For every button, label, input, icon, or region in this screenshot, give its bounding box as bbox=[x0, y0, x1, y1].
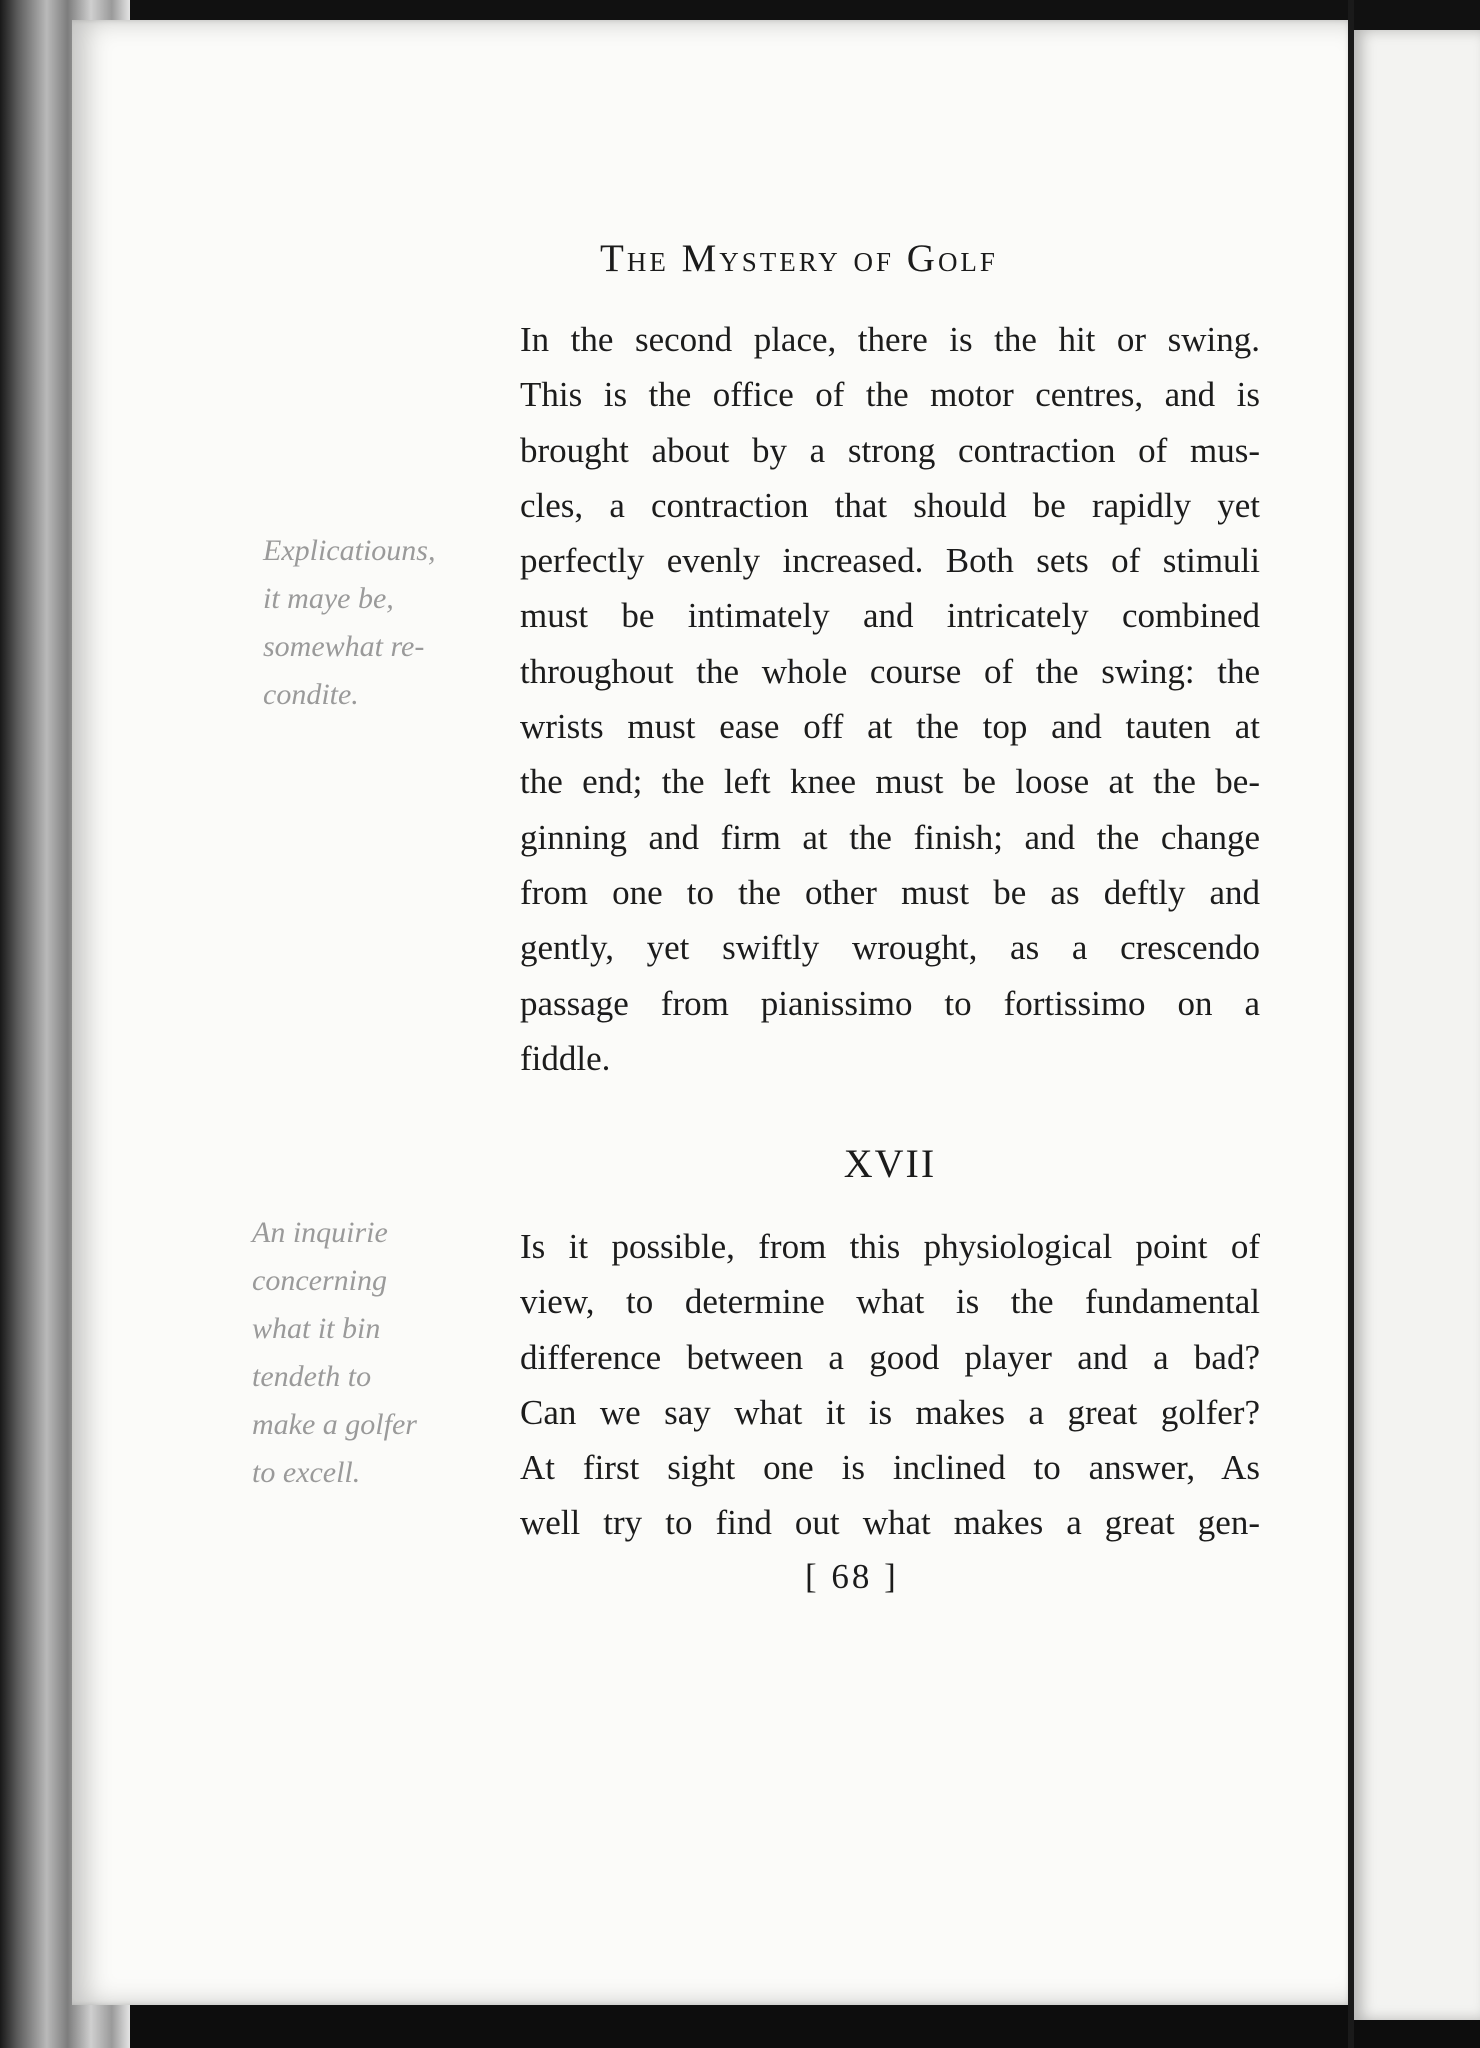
margin-note-line: what it bin bbox=[252, 1312, 381, 1345]
text-line: from one to the other must be as deftly and bbox=[520, 872, 1260, 912]
margin-note-line: to excell. bbox=[252, 1456, 361, 1489]
text-line: perfectly evenly increased. Both sets of stimuli bbox=[520, 541, 1260, 581]
text-line: difference between a good player and a bad? bbox=[520, 1337, 1260, 1377]
margin-note-line: condite. bbox=[263, 678, 359, 711]
text-line: fiddle. bbox=[520, 1038, 611, 1078]
text-line: wrists must ease off at the top and tauten at bbox=[520, 707, 1260, 747]
text-line: must be intimately and intricately combined bbox=[520, 596, 1260, 636]
page-number: [ 68 ] bbox=[805, 1557, 899, 1596]
text-line: Is it possible, from this physiological point of bbox=[520, 1227, 1260, 1266]
text-line: In the second place, there is the hit or swing. bbox=[520, 320, 1260, 359]
paragraph-2 bbox=[520, 1219, 1260, 1551]
text-line: throughout the whole course of the swing: the bbox=[520, 651, 1260, 691]
facing-page-edge bbox=[1354, 30, 1480, 2020]
text-line: well try to find out what makes a great gen- bbox=[520, 1503, 1260, 1543]
margin-note-line: concerning bbox=[252, 1264, 387, 1297]
text-line: At first sight one is inclined to answer, As bbox=[520, 1448, 1260, 1488]
text-line: passage from pianissimo to fortissimo on a bbox=[520, 983, 1260, 1023]
margin-note-line: it maye be, bbox=[263, 582, 394, 615]
text-line: gently, yet swiftly wrought, as a crescendo bbox=[520, 928, 1260, 968]
text-line: ginning and firm at the finish; and the change bbox=[520, 817, 1260, 857]
paragraph-1 bbox=[520, 312, 1260, 1086]
text-line: brought about by a strong contraction of mus- bbox=[520, 430, 1260, 470]
margin-note-line: An inquirie bbox=[252, 1216, 388, 1249]
running-head: The Mystery of Golf bbox=[600, 237, 998, 280]
margin-note-line: Explicatiouns, bbox=[263, 534, 436, 567]
section-heading: XVII bbox=[843, 1141, 937, 1186]
text-line: the end; the left knee must be loose at the be- bbox=[520, 762, 1260, 802]
text-line: Can we say what it is makes a great golfer? bbox=[520, 1392, 1260, 1432]
text-line: cles, a contraction that should be rapidly yet bbox=[520, 485, 1260, 525]
margin-note-line: tendeth to bbox=[252, 1360, 372, 1393]
margin-note-1 bbox=[263, 527, 493, 719]
margin-note-2 bbox=[252, 1209, 482, 1497]
text-line: view, to determine what is the fundamental bbox=[520, 1282, 1260, 1322]
text-line: This is the office of the motor centres, and is bbox=[520, 375, 1260, 415]
margin-note-line: make a golfer bbox=[252, 1408, 417, 1441]
margin-note-line: somewhat re- bbox=[263, 630, 425, 663]
